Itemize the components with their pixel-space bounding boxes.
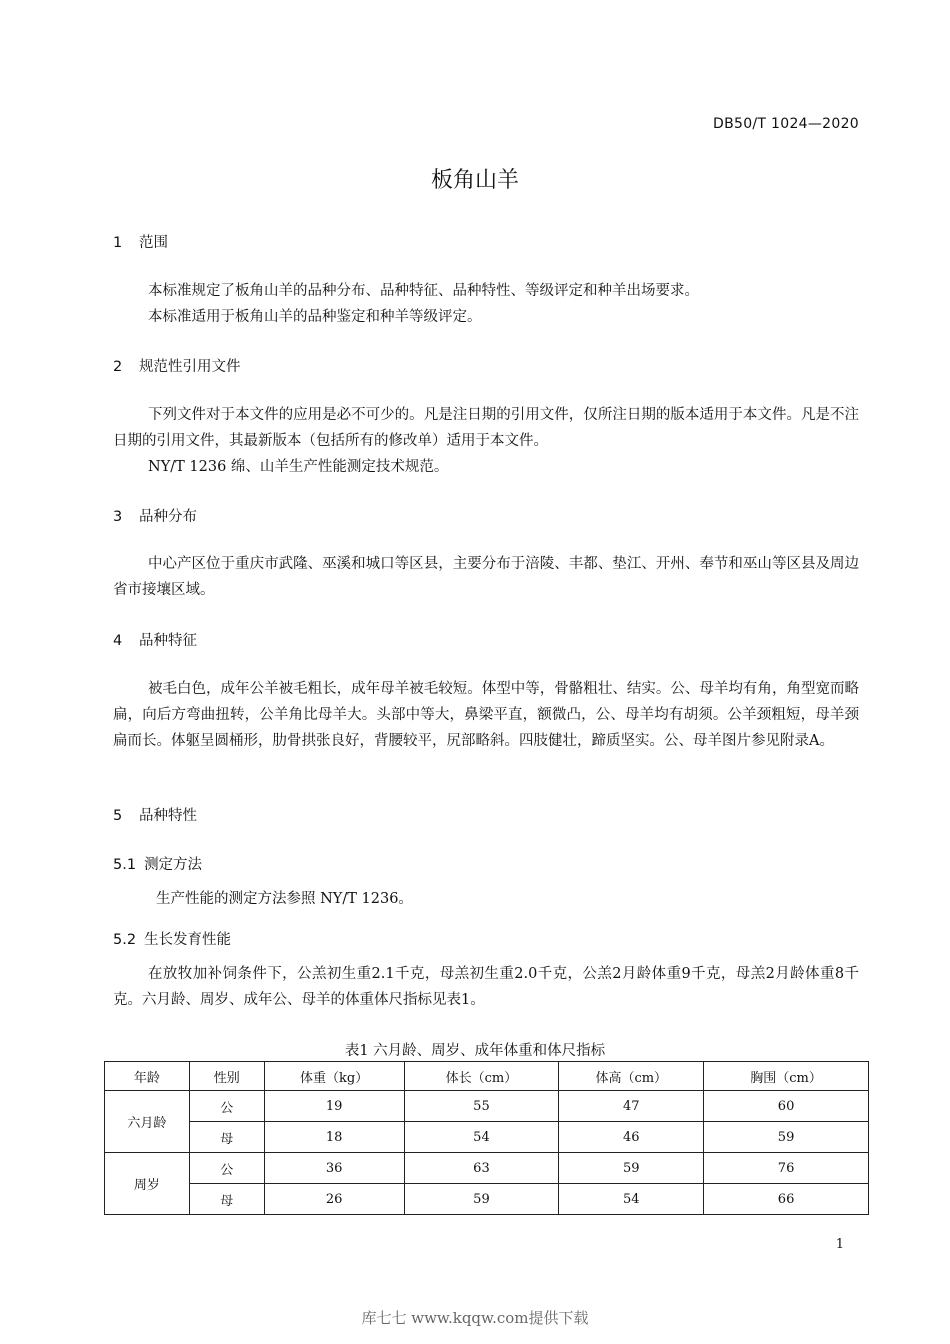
length-cell: 63 bbox=[404, 1153, 559, 1184]
height-cell: 54 bbox=[559, 1184, 704, 1215]
length-cell: 54 bbox=[404, 1122, 559, 1153]
section-title: 范围 bbox=[139, 235, 168, 251]
section-3-paragraph: 中心产区位于重庆市武隆、巫溪和城口等区县，主要分布于涪陵、丰都、垫江、开州、奉节和巫山等区县及周边省市接壤区域。 bbox=[113, 556, 859, 598]
section-number: 5.2 bbox=[113, 932, 137, 948]
section-title: 品种特征 bbox=[139, 633, 197, 649]
page-number: 1 bbox=[835, 1237, 844, 1252]
section-2-heading bbox=[113, 355, 241, 376]
table-row bbox=[105, 1122, 869, 1153]
table-row bbox=[105, 1153, 869, 1184]
sex-cell: 母 bbox=[189, 1122, 264, 1153]
section-1-paragraph-2: 本标准适用于板角山羊的品种鉴定和种羊等级评定。 bbox=[148, 309, 482, 325]
header-body-length: 体长（cm） bbox=[404, 1062, 559, 1091]
table-row bbox=[105, 1091, 869, 1122]
header-chest-girth: 胸围（cm） bbox=[704, 1062, 869, 1091]
section-number: 5 bbox=[113, 808, 123, 824]
section-title: 测定方法 bbox=[144, 857, 203, 873]
section-title: 生长发育性能 bbox=[144, 932, 232, 948]
section-1-paragraph-1: 本标准规定了板角山羊的品种分布、品种特征、品种特性、等级评定和种羊出场要求。 bbox=[148, 283, 699, 299]
section-number: 3 bbox=[113, 509, 123, 525]
length-cell: 59 bbox=[404, 1184, 559, 1215]
header-sex: 性别 bbox=[189, 1062, 264, 1091]
height-cell: 46 bbox=[559, 1122, 704, 1153]
section-5-2-heading bbox=[113, 928, 231, 949]
section-5-1-heading bbox=[113, 853, 202, 874]
section-5-1-paragraph: 生产性能的测定方法参照 NY/T 1236。 bbox=[156, 891, 413, 907]
age-cell: 六月龄 bbox=[105, 1091, 190, 1153]
section-number: 2 bbox=[113, 359, 123, 375]
sex-cell: 母 bbox=[189, 1184, 264, 1215]
length-cell: 55 bbox=[404, 1091, 559, 1122]
section-4-paragraph: 被毛白色，成年公羊被毛粗长，成年母羊被毛较短。体型中等，骨骼粗壮、结实。公、母羊均有角，角型宽而略扁，向后方弯曲扭转，公羊角比母羊大。头部中等大，鼻梁平直，额微凸，公、母羊均有胡须。公羊颈粗短，母羊颈扁而长。体躯呈圆桶形，肋骨拱张良好，背腰较平，尻部略斜。四肢健壮，蹄质坚实。公、母羊图片参见附录A。 bbox=[113, 681, 859, 749]
section-5-2-paragraph: 在放牧加补饲条件下，公羔初生重2.1千克，母羔初生重2.0千克，公羔2月龄体重9千克，母羔2月龄体重8千克。六月龄、周岁、成年公、母羊的体重体尺指标见表1。 bbox=[113, 966, 859, 1008]
section-4-heading bbox=[113, 629, 197, 650]
header-weight: 体重（kg） bbox=[264, 1062, 404, 1091]
standard-code: DB50/T 1024—2020 bbox=[713, 116, 859, 132]
section-3-heading bbox=[113, 505, 197, 526]
header-body-height: 体高（cm） bbox=[559, 1062, 704, 1091]
table-row bbox=[105, 1184, 869, 1215]
section-2-reference: NY/T 1236 绵、山羊生产性能测定技术规范。 bbox=[148, 459, 449, 475]
section-number: 1 bbox=[113, 235, 123, 251]
section-title: 品种分布 bbox=[139, 509, 197, 525]
download-footer: 库七七 www.kqqw.com提供下载 bbox=[361, 1309, 589, 1327]
section-number: 4 bbox=[113, 633, 123, 649]
header-age: 年龄 bbox=[105, 1062, 190, 1091]
chest-cell: 59 bbox=[704, 1122, 869, 1153]
weight-cell: 19 bbox=[264, 1091, 404, 1122]
sex-cell: 公 bbox=[189, 1153, 264, 1184]
chest-cell: 76 bbox=[704, 1153, 869, 1184]
weight-cell: 36 bbox=[264, 1153, 404, 1184]
weight-cell: 26 bbox=[264, 1184, 404, 1215]
section-2-paragraph-1: 下列文件对于本文件的应用是必不可少的。凡是注日期的引用文件，仅所注日期的版本适用于本文件。凡是不注日期的引用文件，其最新版本（包括所有的修改单）适用于本文件。 bbox=[113, 407, 859, 449]
body-measurements-table bbox=[104, 1061, 869, 1215]
table-caption: 表1 六月龄、周岁、成年体重和体尺指标 bbox=[344, 1043, 606, 1059]
age-cell: 周岁 bbox=[105, 1153, 190, 1215]
height-cell: 47 bbox=[559, 1091, 704, 1122]
weight-cell: 18 bbox=[264, 1122, 404, 1153]
section-1-heading bbox=[113, 231, 168, 252]
sex-cell: 公 bbox=[189, 1091, 264, 1122]
section-title: 规范性引用文件 bbox=[139, 359, 241, 375]
section-number: 5.1 bbox=[113, 857, 137, 873]
document-title: 板角山羊 bbox=[430, 168, 519, 193]
chest-cell: 66 bbox=[704, 1184, 869, 1215]
section-5-heading bbox=[113, 804, 197, 825]
table-header-row bbox=[105, 1062, 869, 1091]
chest-cell: 60 bbox=[704, 1091, 869, 1122]
height-cell: 59 bbox=[559, 1153, 704, 1184]
section-title: 品种特性 bbox=[139, 808, 197, 824]
